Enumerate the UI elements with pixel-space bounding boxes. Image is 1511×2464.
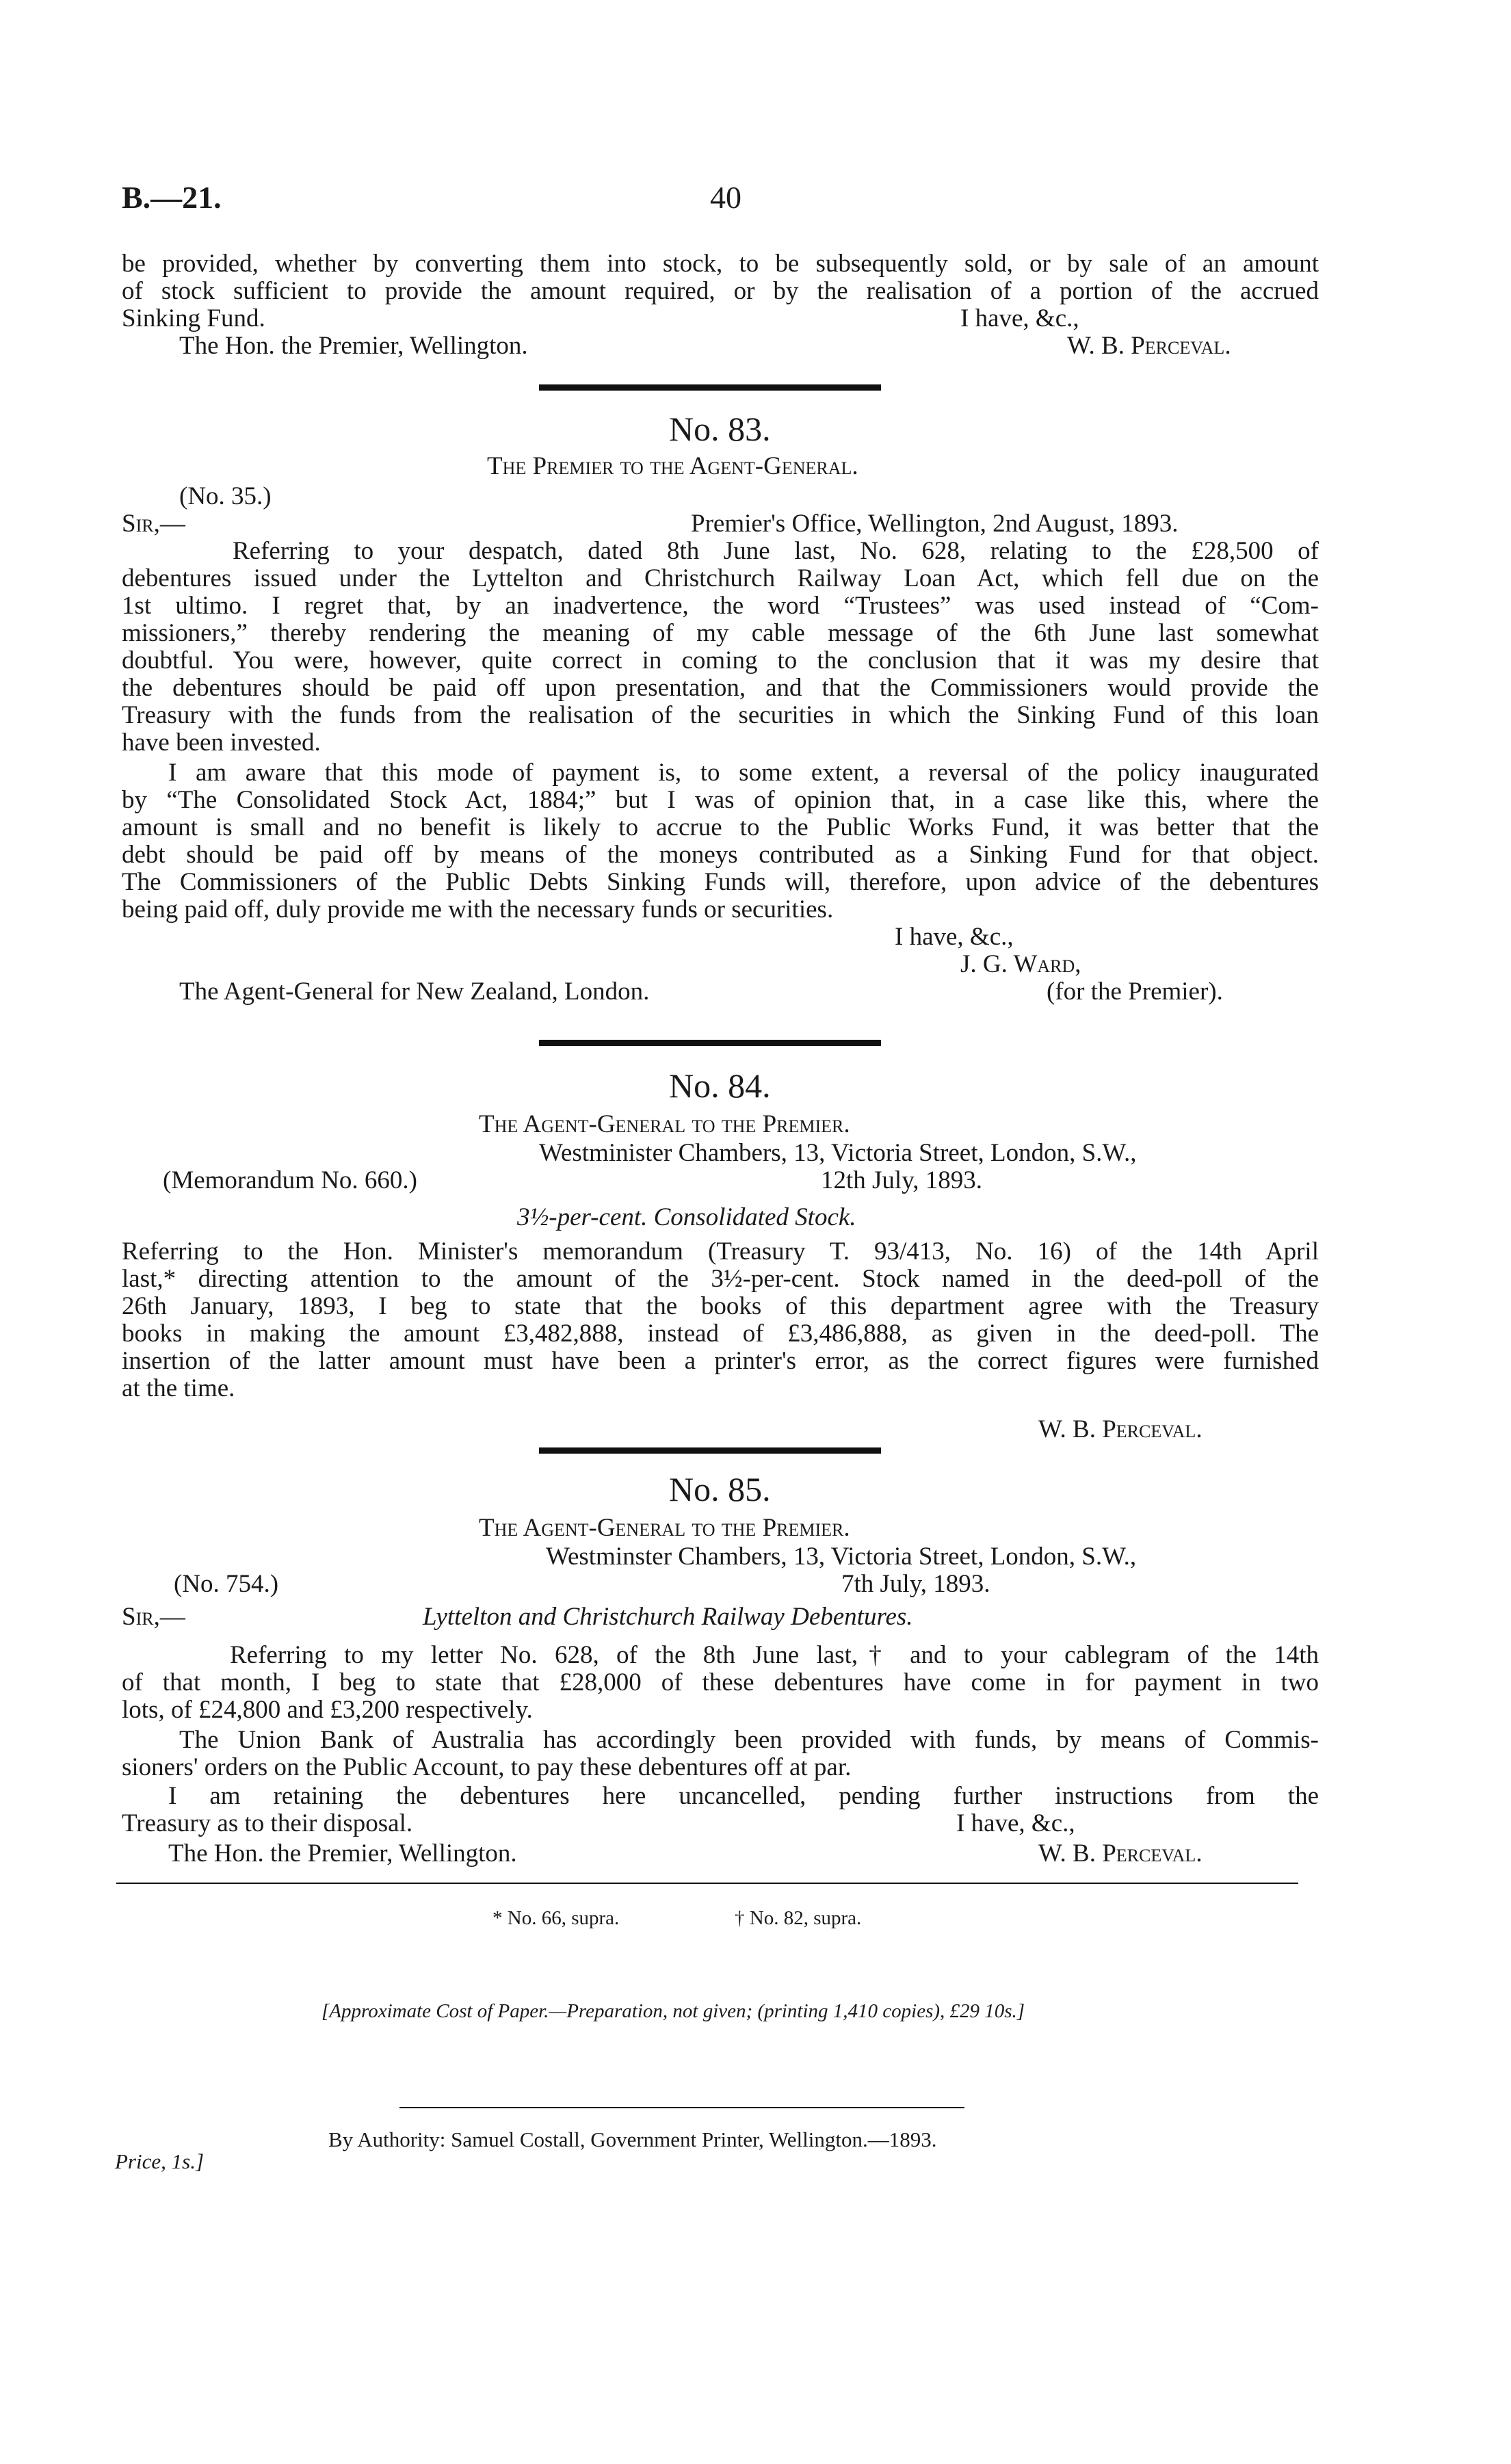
body-line: the debentures should be paid off upon presentation, and that the Commissioners would provide the [122, 674, 1319, 702]
body-line: at the time. [122, 1374, 235, 1402]
topic: 3½-per-cent. Consolidated Stock. [517, 1203, 856, 1231]
addressee: The Hon. the Premier, Wellington. [168, 1839, 517, 1867]
body-line: doubtful. You were, however, quite correct in coming to the conclusion that it was my desire that [122, 646, 1319, 674]
closing: I have, &c., [895, 923, 1014, 951]
body-line: 26th January, 1893, I beg to state that the books of this department agree with the Treasury [122, 1292, 1319, 1320]
body-line: have been invested. [122, 729, 321, 757]
document-subtitle: The Agent-General to the Premier. [479, 1514, 850, 1542]
page-number: 40 [710, 180, 741, 215]
body-line: The Union Bank of Australia has accordingly been provided with funds, by means of Commis- [179, 1726, 1319, 1754]
reference: (No. 35.) [179, 482, 272, 510]
cost-note: [Approximate Cost of Paper.—Preparation, not given; (printing 1,410 copies), £29 10s.] [321, 2000, 1025, 2022]
date: 7th July, 1893. [841, 1570, 990, 1598]
footnote: † No. 82, supra. [735, 1907, 862, 1929]
body-line: I am aware that this mode of payment is, to some extent, a reversal of the policy inaugurated [168, 759, 1319, 787]
body-line: amount is small and no benefit is likely to accrue to the Public Works Fund, it was better that the [122, 813, 1319, 841]
signature-note: (for the Premier). [1047, 978, 1223, 1006]
addressee: The Hon. the Premier, Wellington. [179, 332, 528, 360]
salutation: Sir,— [122, 1603, 185, 1631]
section-divider [539, 1040, 881, 1046]
body-line: I am retaining the debentures here uncancelled, pending further instructions from the [168, 1782, 1319, 1810]
body-line: of stock sufficient to provide the amount required, or by the realisation of a portion of the accrued [122, 277, 1319, 305]
body-line: being paid off, duly provide me with the necessary funds or securities. [122, 895, 834, 923]
dateline: Premier's Office, Wellington, 2nd August, 1893. [691, 510, 1179, 538]
topic: Lyttelton and Christchurch Railway Debentures. [423, 1603, 913, 1631]
address: Westminster Chambers, 13, Victoria Street, London, S.W., [546, 1543, 1137, 1571]
price: Price, 1s.] [115, 2149, 205, 2173]
body-line: insertion of the latter amount must have been a printer's error, as the correct figures were furnished [122, 1347, 1319, 1375]
body-line: debentures issued under the Lyttelton and Christchurch Railway Loan Act, which fell due on the [122, 564, 1319, 592]
document-number: No. 84. [669, 1066, 771, 1105]
body-line: Treasury with the funds from the realisation of the securities in which the Sinking Fund of this loan [122, 701, 1319, 729]
signature: W. B. Perceval. [1038, 1839, 1203, 1867]
body-line: sioners' orders on the Public Account, to pay these debentures off at par. [122, 1753, 852, 1781]
document-subtitle: The Premier to the Agent-General. [487, 452, 858, 480]
signature: W. B. Perceval. [1038, 1415, 1203, 1443]
body-line: be provided, whether by converting them into stock, to be subsequently sold, or by sale of an amount [122, 250, 1319, 278]
closing: I have, &c., [956, 1809, 1075, 1837]
body-line: Referring to the Hon. Minister's memorandum (Treasury T. 93/413, No. 16) of the 14th April [122, 1237, 1319, 1266]
section-divider [539, 384, 881, 391]
document-number: No. 83. [669, 410, 771, 448]
body-line: missioners,” thereby rendering the meaning of my cable message of the 6th June last somewhat [122, 619, 1319, 647]
addressee: The Agent-General for New Zealand, London. [179, 978, 650, 1006]
reference: (No. 754.) [174, 1570, 279, 1598]
body-line: 1st ultimo. I regret that, by an inadvertence, the word “Trustees” was used instead of “Com- [122, 592, 1319, 620]
footnote: * No. 66, supra. [492, 1907, 620, 1929]
series-code: B.—21. [122, 180, 222, 215]
body-line: Sinking Fund. [122, 304, 265, 332]
body-line: books in making the amount £3,482,888, instead of £3,486,888, as given in the deed-poll. The [122, 1320, 1319, 1348]
body-line: Treasury as to their disposal. [122, 1809, 413, 1837]
printer-imprint: By Authority: Samuel Costall, Government Printer, Wellington.—1893. [328, 2127, 937, 2151]
body-line: Referring to your despatch, dated 8th June last, No. 628, relating to the £28,500 of [233, 537, 1319, 565]
section-divider [539, 1447, 881, 1454]
imprint-rule [399, 2107, 964, 2108]
body-line: last,* directing attention to the amount of the 3½-per-cent. Stock named in the deed-poll of the [122, 1265, 1319, 1293]
footnote-rule [116, 1883, 1298, 1884]
body-line: The Commissioners of the Public Debts Sinking Funds will, therefore, upon advice of the debentures [122, 868, 1319, 896]
document-number: No. 85. [669, 1470, 771, 1508]
signature: J. G. Ward, [960, 950, 1081, 978]
closing: I have, &c., [960, 304, 1079, 332]
body-line: debt should be paid off by means of the moneys contributed as a Sinking Fund for that object. [122, 841, 1319, 869]
salutation: Sir,— [122, 510, 185, 538]
body-line: lots, of £24,800 and £3,200 respectively. [122, 1696, 533, 1724]
date: 12th July, 1893. [821, 1166, 983, 1194]
reference: (Memorandum No. 660.) [163, 1166, 417, 1194]
body-line: Referring to my letter No. 628, of the 8th June last,† and to your cablegram of the 14th [230, 1641, 1319, 1669]
address: Westminister Chambers, 13, Victoria Street, London, S.W., [539, 1139, 1137, 1167]
document-subtitle: The Agent-General to the Premier. [479, 1110, 850, 1138]
signature: W. B. Perceval. [1067, 332, 1231, 360]
body-line: of that month, I beg to state that £28,000 of these debentures have come in for payment in two [122, 1668, 1319, 1696]
body-line: by “The Consolidated Stock Act, 1884;” but I was of opinion that, in a case like this, where the [122, 786, 1319, 814]
